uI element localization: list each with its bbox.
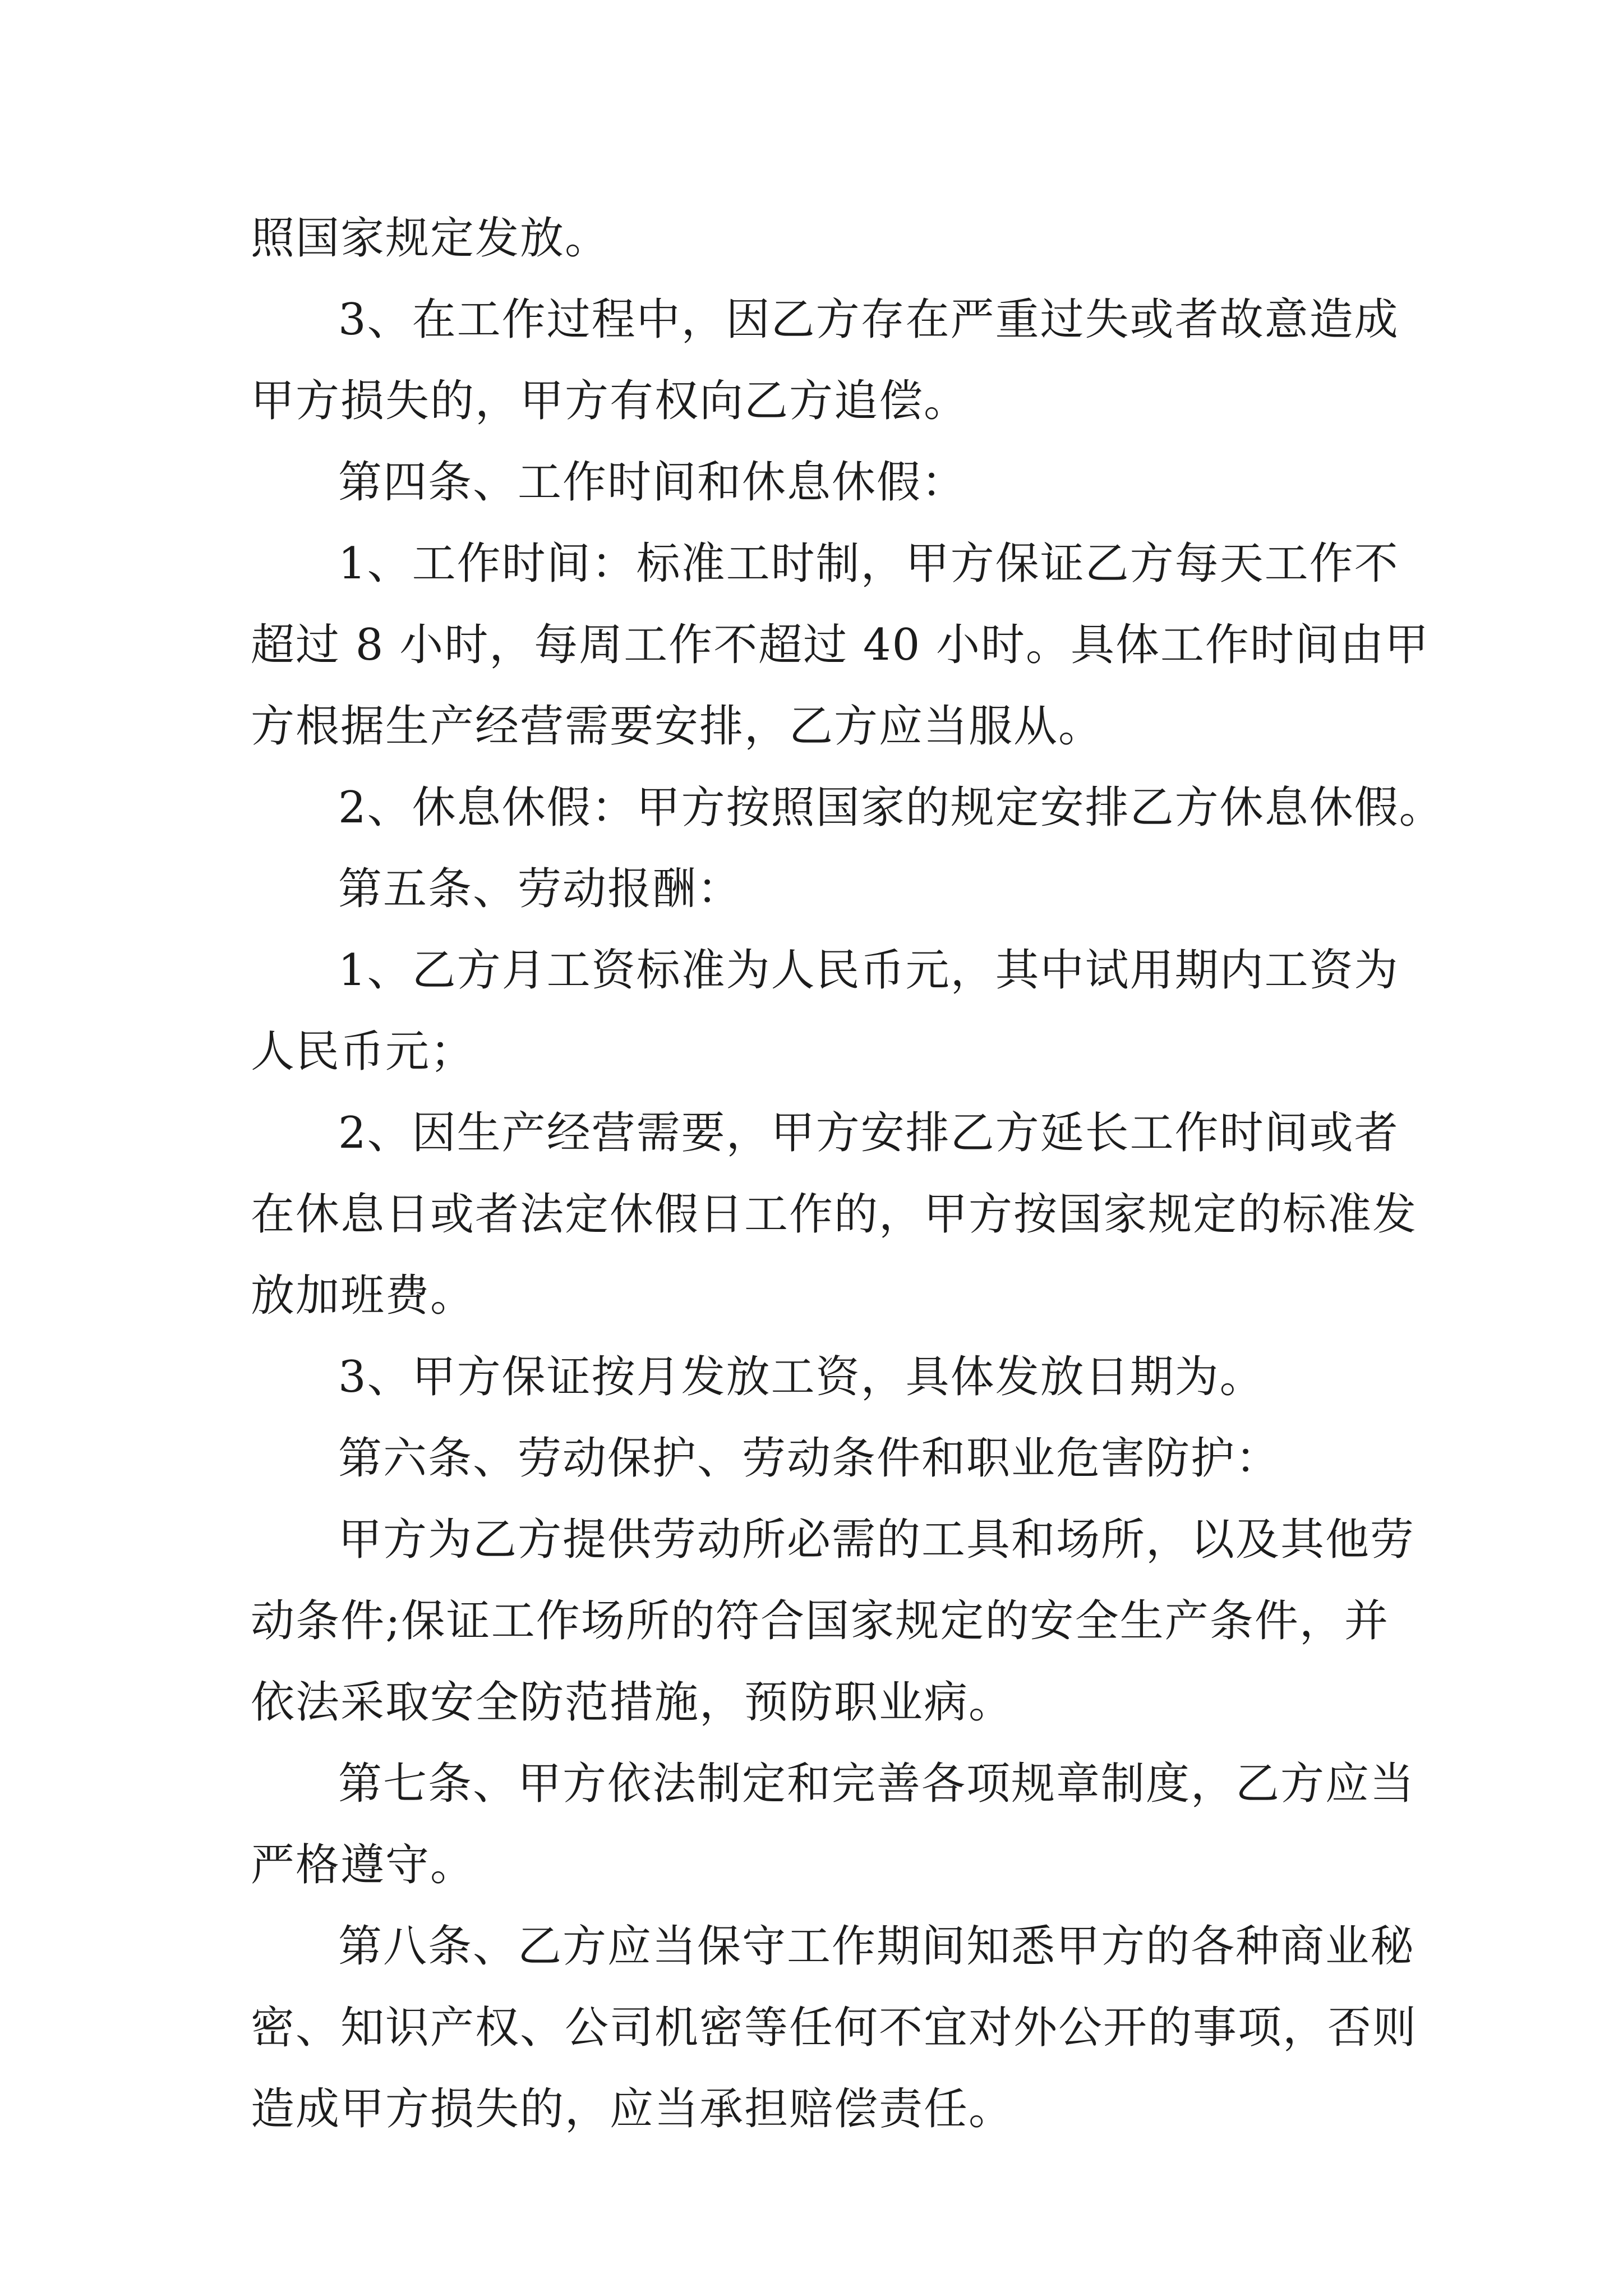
paragraph-line: 甲方为乙方提供劳动所必需的工具和场所，以及其他劳 (338, 1515, 1415, 1565)
paragraph-line: 2、休息休假：甲方按照国家的规定安排乙方休息休假。 (338, 783, 1444, 833)
paragraph-line: 3、甲方保证按月发放工资，具体发放日期为。 (338, 1352, 1265, 1402)
paragraph-line: 2、因生产经营需要，甲方安排乙方延长工作时间或者 (338, 1108, 1399, 1158)
paragraph-line: 1、工作时间：标准工时制，甲方保证乙方每天工作不 (338, 539, 1399, 589)
paragraph-line: 严格遵守。 (251, 1840, 476, 1890)
paragraph-line: 在休息日或者法定休假日工作的，甲方按国家规定的标准发 (251, 1189, 1418, 1240)
paragraph-line: 依法采取安全防范措施，预防职业病。 (251, 1677, 1014, 1728)
paragraph-line: 密、知识产权、公司机密等任何不宜对外公开的事项，否则 (251, 2003, 1418, 2053)
paragraph-line: 动条件;保证工作场所的符合国家规定的安全生产条件，并 (251, 1596, 1389, 1646)
paragraph-line: 甲方损失的，甲方有权向乙方追偿。 (251, 376, 969, 426)
paragraph-line: 照国家规定发放。 (251, 213, 610, 264)
section-heading: 第五条、劳动报酬： (338, 864, 743, 914)
paragraph-line: 方根据生产经营需要安排，乙方应当服从。 (251, 701, 1104, 752)
paragraph-line: 3、在工作过程中，因乙方存在严重过失或者故意造成 (338, 295, 1399, 345)
paragraph-line: 人民币元； (251, 1027, 476, 1077)
paragraph-line: 第八条、乙方应当保守工作期间知悉甲方的各种商业秘 (338, 1921, 1415, 1972)
paragraph-line: 1、乙方月工资标准为人民币元，其中试用期内工资为 (338, 945, 1399, 996)
document-body (251, 198, 1444, 2150)
section-heading: 第六条、劳动保护、劳动条件和职业危害防护： (338, 1433, 1281, 1484)
paragraph-line: 超过 8 小时，每周工作不超过 40 小时。具体工作时间由甲 (251, 620, 1430, 670)
paragraph-line: 放加班费。 (251, 1271, 476, 1321)
section-heading: 第四条、工作时间和休息休假： (338, 457, 967, 508)
paragraph-line: 第七条、甲方依法制定和完善各项规章制度，乙方应当 (338, 1759, 1415, 1809)
paragraph-line: 造成甲方损失的，应当承担赔偿责任。 (251, 2084, 1014, 2134)
